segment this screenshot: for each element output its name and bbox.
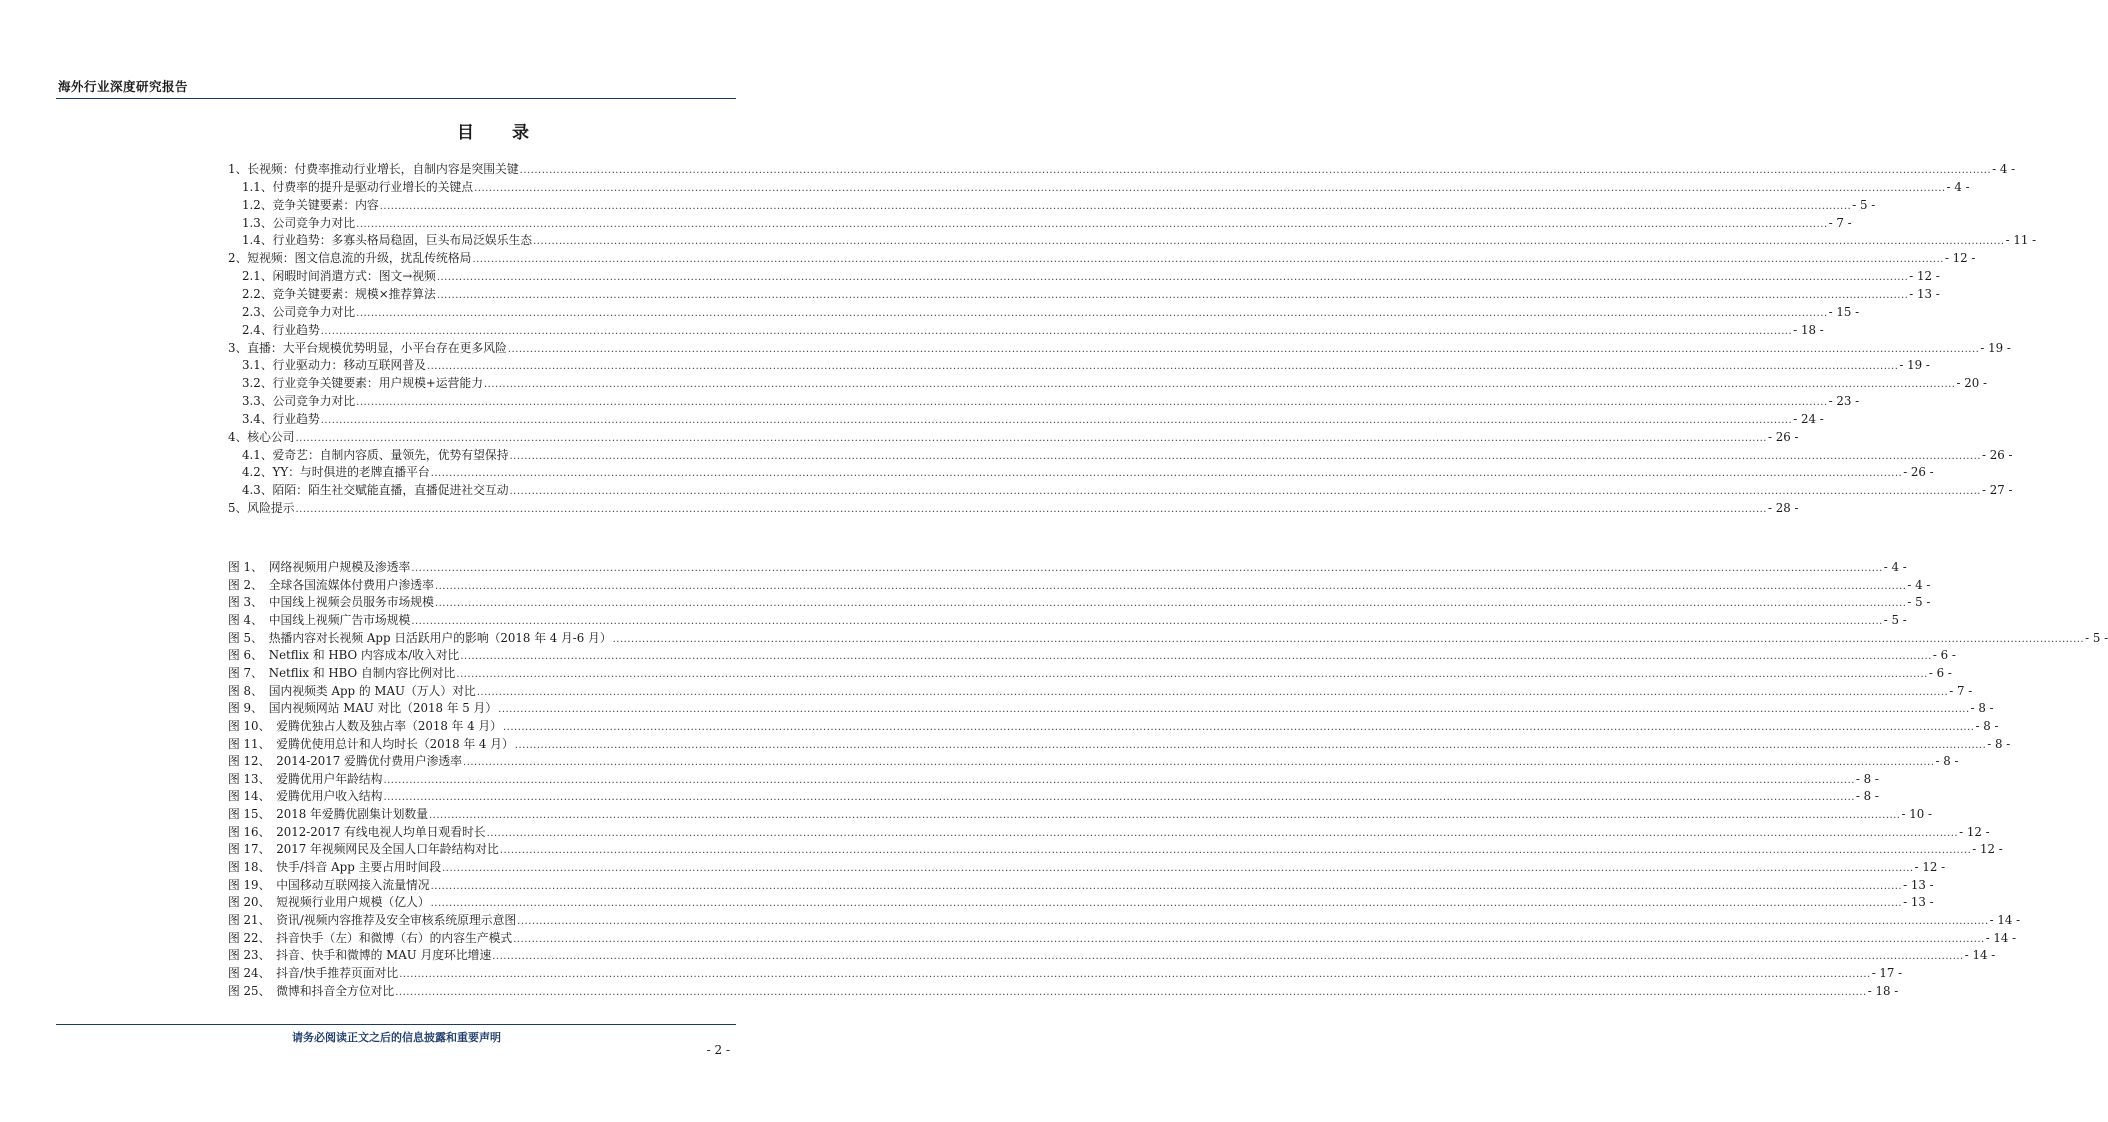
leader-dots: ................................................................................................................................................................................................................................................................................................................................................................................................................ [509, 450, 1981, 462]
figure-entry-page: - 5 - [1883, 612, 1907, 627]
leader-dots: ................................................................................................................................................................................................................................................................................................................................................................................................................ [519, 165, 1992, 176]
figure-entry-label: 图 16、 2012-2017 有线电视人均单日观看时长 [228, 824, 486, 839]
toc-entry-page: - 26 - [1903, 465, 1934, 480]
figure-entry-label: 图 6、 Netflix 和 HBO 内容成本/收入对比 [228, 648, 460, 663]
toc-entry[interactable] [242, 178, 1970, 195]
toc-entry-label: 2.1、闲暇时间消遣方式：图文→视频 [242, 269, 436, 284]
toc-entry[interactable] [242, 410, 1824, 427]
leader-dots: ................................................................................................................................................................................................................................................................................................................................................................................................................ [430, 880, 1903, 892]
figure-entry-label: 图 17、 2017 年视频网民及全国人口年龄结构对比 [228, 842, 499, 857]
figure-entry[interactable] [228, 646, 1956, 663]
figure-entry-label: 图 3、 中国线上视频会员服务市场规模 [228, 595, 434, 610]
leader-dots: ................................................................................................................................................................................................................................................................................................................................................................................................................ [498, 704, 1970, 716]
header-rule [56, 98, 736, 99]
leader-dots: ................................................................................................................................................................................................................................................................................................................................................................................................................ [484, 379, 1956, 391]
leader-dots: ................................................................................................................................................................................................................................................................................................................................................................................................................ [429, 810, 1901, 822]
toc-entry-page: - 13 - [1909, 286, 1940, 301]
figure-entry[interactable] [228, 876, 1934, 893]
leader-dots: ................................................................................................................................................................................................................................................................................................................................................................................................................ [383, 774, 1855, 786]
figure-entry-label: 图 21、 资讯/视频内容推荐及安全审核系统原理示意图 [228, 913, 517, 927]
figure-entry-page: - 12 - [1914, 860, 1946, 875]
figure-entry[interactable] [228, 911, 2021, 928]
toc-entry[interactable] [228, 249, 1976, 266]
figure-entry-label: 图 24、 抖音/快手推荐页面对比 [228, 965, 399, 980]
toc-entry-page: - 12 - [1909, 269, 1940, 284]
figure-entry-label: 图 22、 抖音快手（左）和微博（右）的内容生产模式 [228, 930, 513, 945]
toc-entry-label: 4.1、爱奇艺：自制内容质、量领先，优势有望保持 [242, 447, 509, 462]
leader-dots: ................................................................................................................................................................................................................................................................................................................................................................................................................ [395, 986, 1867, 998]
figure-entry-label: 图 19、 中国移动互联网接入流量情况 [228, 877, 430, 892]
toc-entry[interactable] [242, 374, 1987, 391]
figure-entry-page: - 6 - [1932, 648, 1956, 663]
figure-entry-page: - 14 - [1989, 913, 2021, 927]
figure-entry-page: - 6 - [1928, 665, 1952, 680]
toc-entry[interactable] [242, 463, 1934, 480]
leader-dots: ................................................................................................................................................................................................................................................................................................................................................................................................................ [399, 968, 1871, 980]
figure-entry-page: - 17 - [1871, 965, 1903, 980]
leader-dots: ................................................................................................................................................................................................................................................................................................................................................................................................................ [460, 651, 1932, 663]
toc-entry[interactable] [228, 499, 1799, 516]
footer-rule [56, 1024, 736, 1025]
leader-dots: ................................................................................................................................................................................................................................................................................................................................................................................................................ [612, 633, 2085, 645]
figure-entry-label: 图 12、 2014-2017 爱腾优付费用户渗透率 [228, 754, 463, 769]
figure-entry-page: - 18 - [1867, 983, 1899, 998]
leader-dots: ................................................................................................................................................................................................................................................................................................................................................................................................................ [517, 916, 1989, 927]
toc-entry-label: 3、直播：大平台规模优势明显，小平台存在更多风险 [228, 340, 507, 355]
toc-entry[interactable] [228, 339, 2011, 356]
figure-entry-page: - 12 - [1959, 824, 1990, 839]
toc-entry-label: 3.4、行业趋势 [242, 411, 320, 426]
figure-entry-label: 图 18、 快手/抖音 App 主要占用时间段 [228, 860, 442, 875]
leader-dots: ................................................................................................................................................................................................................................................................................................................................................................................................................ [356, 307, 1828, 319]
leader-dots: ................................................................................................................................................................................................................................................................................................................................................................................................................ [320, 325, 1793, 337]
leader-dots: ................................................................................................................................................................................................................................................................................................................................................................................................................ [356, 397, 1828, 409]
toc-entry[interactable] [242, 231, 2037, 248]
toc-entry-page: - 19 - [1899, 358, 1930, 373]
figure-entry-label: 图 1、 网络视频用户规模及渗透率 [228, 560, 411, 574]
toc-entry-page: - 15 - [1828, 304, 1860, 319]
leader-dots: ................................................................................................................................................................................................................................................................................................................................................................................................................ [463, 757, 1935, 769]
figure-entry-page: - 8 - [1855, 789, 1879, 804]
toc-entry[interactable] [228, 428, 1799, 445]
leader-dots: ................................................................................................................................................................................................................................................................................................................................................................................................................ [411, 615, 1883, 627]
toc-entry-label: 2.3、公司竞争力对比 [242, 304, 356, 319]
figure-entry[interactable] [228, 558, 1907, 575]
leader-dots: ................................................................................................................................................................................................................................................................................................................................................................................................................ [426, 361, 1899, 373]
toc-entry[interactable] [242, 392, 1860, 409]
figure-entry[interactable] [228, 893, 1934, 910]
toc-entry-label: 4.3、陌陌：陌生社交赋能直播，直播促进社交互动 [242, 483, 509, 498]
figure-entry-label: 图 11、 爱腾优使用总计和人均时长（2018 年 4 月） [228, 736, 514, 751]
figure-entry[interactable] [228, 593, 1931, 610]
leader-dots: ................................................................................................................................................................................................................................................................................................................................................................................................................ [430, 468, 1903, 480]
toc-entry-page: - 26 - [1981, 447, 2013, 462]
figure-entry-page: - 8 - [1855, 771, 1879, 786]
figure-entry[interactable] [228, 982, 1899, 999]
leader-dots: ................................................................................................................................................................................................................................................................................................................................................................................................................ [442, 863, 1914, 875]
toc-entry-label: 1.2、竞争关键要素：内容 [242, 197, 379, 212]
figure-entry-page: - 7 - [1949, 683, 1973, 698]
figure-entry[interactable] [228, 858, 1946, 875]
toc-entry-page: - 23 - [1828, 394, 1860, 409]
toc-entry-label: 2.4、行业趋势 [242, 322, 320, 337]
figure-entry[interactable] [228, 664, 1952, 681]
toc-entry-label: 5、风险提示 [228, 501, 295, 516]
figure-entry-page: - 14 - [1964, 948, 1996, 963]
leader-dots: ................................................................................................................................................................................................................................................................................................................................................................................................................ [507, 343, 1980, 355]
leader-dots: ................................................................................................................................................................................................................................................................................................................................................................................................................ [472, 254, 1944, 266]
figure-entry[interactable] [228, 805, 1932, 822]
toc-entry-page: - 12 - [1944, 251, 1976, 266]
figure-entry-page: - 4 - [1907, 577, 1931, 592]
toc-entry-page: - 5 - [1852, 197, 1876, 212]
figure-entry-page: - 8 - [1987, 736, 2011, 751]
figure-entry-label: 图 20、 短视频行业用户规模（亿人） [228, 895, 430, 910]
leader-dots: ................................................................................................................................................................................................................................................................................................................................................................................................................ [486, 827, 1959, 839]
toc-entry-page: - 4 - [1946, 179, 1970, 194]
leader-dots: ................................................................................................................................................................................................................................................................................................................................................................................................................ [499, 845, 1972, 857]
leader-dots: ................................................................................................................................................................................................................................................................................................................................................................................................................ [509, 486, 1981, 498]
toc-entry[interactable] [242, 196, 1876, 213]
toc-entry-page: - 27 - [1981, 483, 2013, 498]
leader-dots: ................................................................................................................................................................................................................................................................................................................................................................................................................ [456, 668, 1928, 680]
figure-entry-label: 图 25、 微博和抖音全方位对比 [228, 983, 395, 998]
toc-entry[interactable] [242, 214, 1852, 231]
leader-dots: ................................................................................................................................................................................................................................................................................................................................................................................................................ [514, 739, 1987, 751]
leader-dots: ................................................................................................................................................................................................................................................................................................................................................................................................................ [295, 432, 1767, 444]
toc-entry-label: 2.2、竞争关键要素：规模×推荐算法 [242, 286, 436, 301]
toc-entry-page: - 24 - [1793, 411, 1824, 426]
figure-entry[interactable] [228, 629, 2108, 646]
figure-entry[interactable] [228, 840, 2003, 857]
figure-entry[interactable] [228, 717, 1999, 734]
figure-entry-page: - 4 - [1883, 560, 1907, 574]
toc-entry[interactable] [242, 356, 1930, 373]
figure-entry-label: 图 7、 Netflix 和 HBO 自制内容比例对比 [228, 665, 456, 680]
disclaimer-note: 请务必阅读正文之后的信息披露和重要声明 [292, 1031, 501, 1044]
toc-entry[interactable] [242, 481, 2013, 498]
leader-dots: ................................................................................................................................................................................................................................................................................................................................................................................................................ [436, 272, 1909, 284]
leader-dots: ................................................................................................................................................................................................................................................................................................................................................................................................................ [492, 951, 1964, 963]
figure-entry[interactable] [228, 946, 1996, 963]
figure-entry[interactable] [228, 576, 1931, 593]
page-number: - 2 - [706, 1043, 730, 1057]
figure-entry-label: 图 2、 全球各国流媒体付费用户渗透率 [228, 577, 434, 592]
figure-entry[interactable] [228, 699, 1994, 716]
toc-entry-label: 4.2、YY：与时俱进的老牌直播平台 [242, 465, 430, 480]
leader-dots: ................................................................................................................................................................................................................................................................................................................................................................................................................ [513, 933, 1985, 945]
figure-entry-label: 图 8、 国内视频类 App 的 MAU（万人）对比 [228, 683, 476, 698]
toc-entry-label: 1、长视频：付费率推动行业增长，自制内容是突围关键 [228, 162, 519, 176]
toc-entry[interactable] [242, 446, 2013, 463]
figure-entry[interactable] [228, 735, 2011, 752]
figure-entry-label: 图 14、 爱腾优用户收入结构 [228, 789, 383, 804]
leader-dots: ................................................................................................................................................................................................................................................................................................................................................................................................................ [356, 218, 1828, 230]
figure-entry[interactable] [228, 787, 1879, 804]
figure-entry-label: 图 5、 热播内容对长视频 App 日活跃用户的影响（2018 年 4 月-6 月） [228, 630, 612, 645]
figure-entry-label: 图 13、 爱腾优用户年龄结构 [228, 771, 383, 786]
figure-entry[interactable] [228, 823, 1990, 840]
leader-dots: ................................................................................................................................................................................................................................................................................................................................................................................................................ [474, 182, 1946, 194]
figure-entry-page: - 12 - [1972, 842, 2003, 857]
figure-entry-page: - 13 - [1903, 877, 1934, 892]
toc-entry-page: - 28 - [1767, 501, 1799, 516]
figure-entry[interactable] [228, 611, 1907, 628]
toc-entry-page: - 18 - [1793, 322, 1824, 337]
figure-entry-page: - 8 - [1970, 701, 1994, 716]
toc-entry-label: 4、核心公司 [228, 429, 295, 444]
toc-entry-page: - 4 - [1992, 162, 2016, 176]
leader-dots: ................................................................................................................................................................................................................................................................................................................................................................................................................ [476, 686, 1949, 698]
leader-dots: ................................................................................................................................................................................................................................................................................................................................................................................................................ [430, 898, 1903, 910]
leader-dots: ................................................................................................................................................................................................................................................................................................................................................................................................................ [379, 200, 1852, 212]
leader-dots: ................................................................................................................................................................................................................................................................................................................................................................................................................ [502, 721, 1975, 733]
leader-dots: ................................................................................................................................................................................................................................................................................................................................................................................................................ [434, 580, 1907, 592]
toc-entry-label: 2、短视频：图文信息流的升级，扰乱传统格局 [228, 251, 472, 266]
toc-entry-label: 3.2、行业竞争关键要素：用户规模+运营能力 [242, 376, 483, 391]
leader-dots: ................................................................................................................................................................................................................................................................................................................................................................................................................ [434, 598, 1907, 610]
figure-entry-page: - 14 - [1985, 930, 2017, 945]
toc-entry-label: 1.1、付费率的提升是驱动行业增长的关键点 [242, 179, 474, 194]
figure-entry-label: 图 10、 爱腾优独占人数及独占率（2018 年 4 月） [228, 718, 502, 733]
toc-title: 目 录 [457, 123, 545, 143]
figure-entry[interactable] [228, 929, 2017, 946]
leader-dots: ................................................................................................................................................................................................................................................................................................................................................................................................................ [436, 289, 1909, 301]
leader-dots: ................................................................................................................................................................................................................................................................................................................................................................................................................ [295, 504, 1767, 516]
figure-entry-label: 图 4、 中国线上视频广告市场规模 [228, 612, 411, 627]
toc-entry-label: 1.3、公司竞争力对比 [242, 215, 356, 230]
figure-entry-label: 图 23、 抖音、快手和微博的 MAU 月度环比增速 [228, 948, 492, 963]
toc-entry-page: - 19 - [1980, 340, 2011, 355]
report-header-title: 海外行业深度研究报告 [58, 79, 189, 94]
toc-entry[interactable] [242, 303, 1860, 320]
toc-entry-page: - 20 - [1956, 376, 1987, 391]
figure-entry-page: - 5 - [1907, 595, 1931, 610]
toc-entry[interactable] [242, 321, 1824, 338]
figure-entry[interactable] [228, 682, 1973, 699]
figure-entry-label: 图 9、 国内视频网站 MAU 对比（2018 年 5 月） [228, 701, 498, 716]
figure-entry-page: - 10 - [1901, 807, 1932, 822]
toc-entry-label: 3.3、公司竞争力对比 [242, 394, 356, 409]
toc-entry-label: 1.4、行业趋势：多寡头格局稳固，巨头布局泛娱乐生态 [242, 233, 533, 248]
figure-entry-label: 图 15、 2018 年爱腾优剧集计划数量 [228, 807, 428, 822]
toc-entry-label: 3.1、行业驱动力：移动互联网普及 [242, 358, 426, 373]
leader-dots: ................................................................................................................................................................................................................................................................................................................................................................................................................ [411, 563, 1883, 574]
toc-entry-page: - 26 - [1767, 429, 1799, 444]
figure-entry-page: - 13 - [1903, 895, 1934, 910]
figure-entry[interactable] [228, 770, 1879, 787]
figure-entry[interactable] [228, 964, 1903, 981]
leader-dots: ................................................................................................................................................................................................................................................................................................................................................................................................................ [533, 236, 2005, 248]
figure-entry-page: - 8 - [1975, 718, 1999, 733]
figure-entry-page: - 8 - [1935, 754, 1959, 769]
toc-entry-page: - 11 - [2005, 233, 2037, 248]
figure-entry-page: - 5 - [2085, 630, 2108, 645]
figure-entry[interactable] [228, 752, 1959, 769]
toc-entry[interactable] [242, 285, 1940, 302]
leader-dots: ................................................................................................................................................................................................................................................................................................................................................................................................................ [383, 792, 1855, 804]
toc-entry-page: - 7 - [1828, 215, 1852, 230]
toc-entry[interactable] [242, 267, 1940, 284]
leader-dots: ................................................................................................................................................................................................................................................................................................................................................................................................................ [320, 414, 1793, 426]
toc-entry[interactable] [228, 160, 2016, 177]
